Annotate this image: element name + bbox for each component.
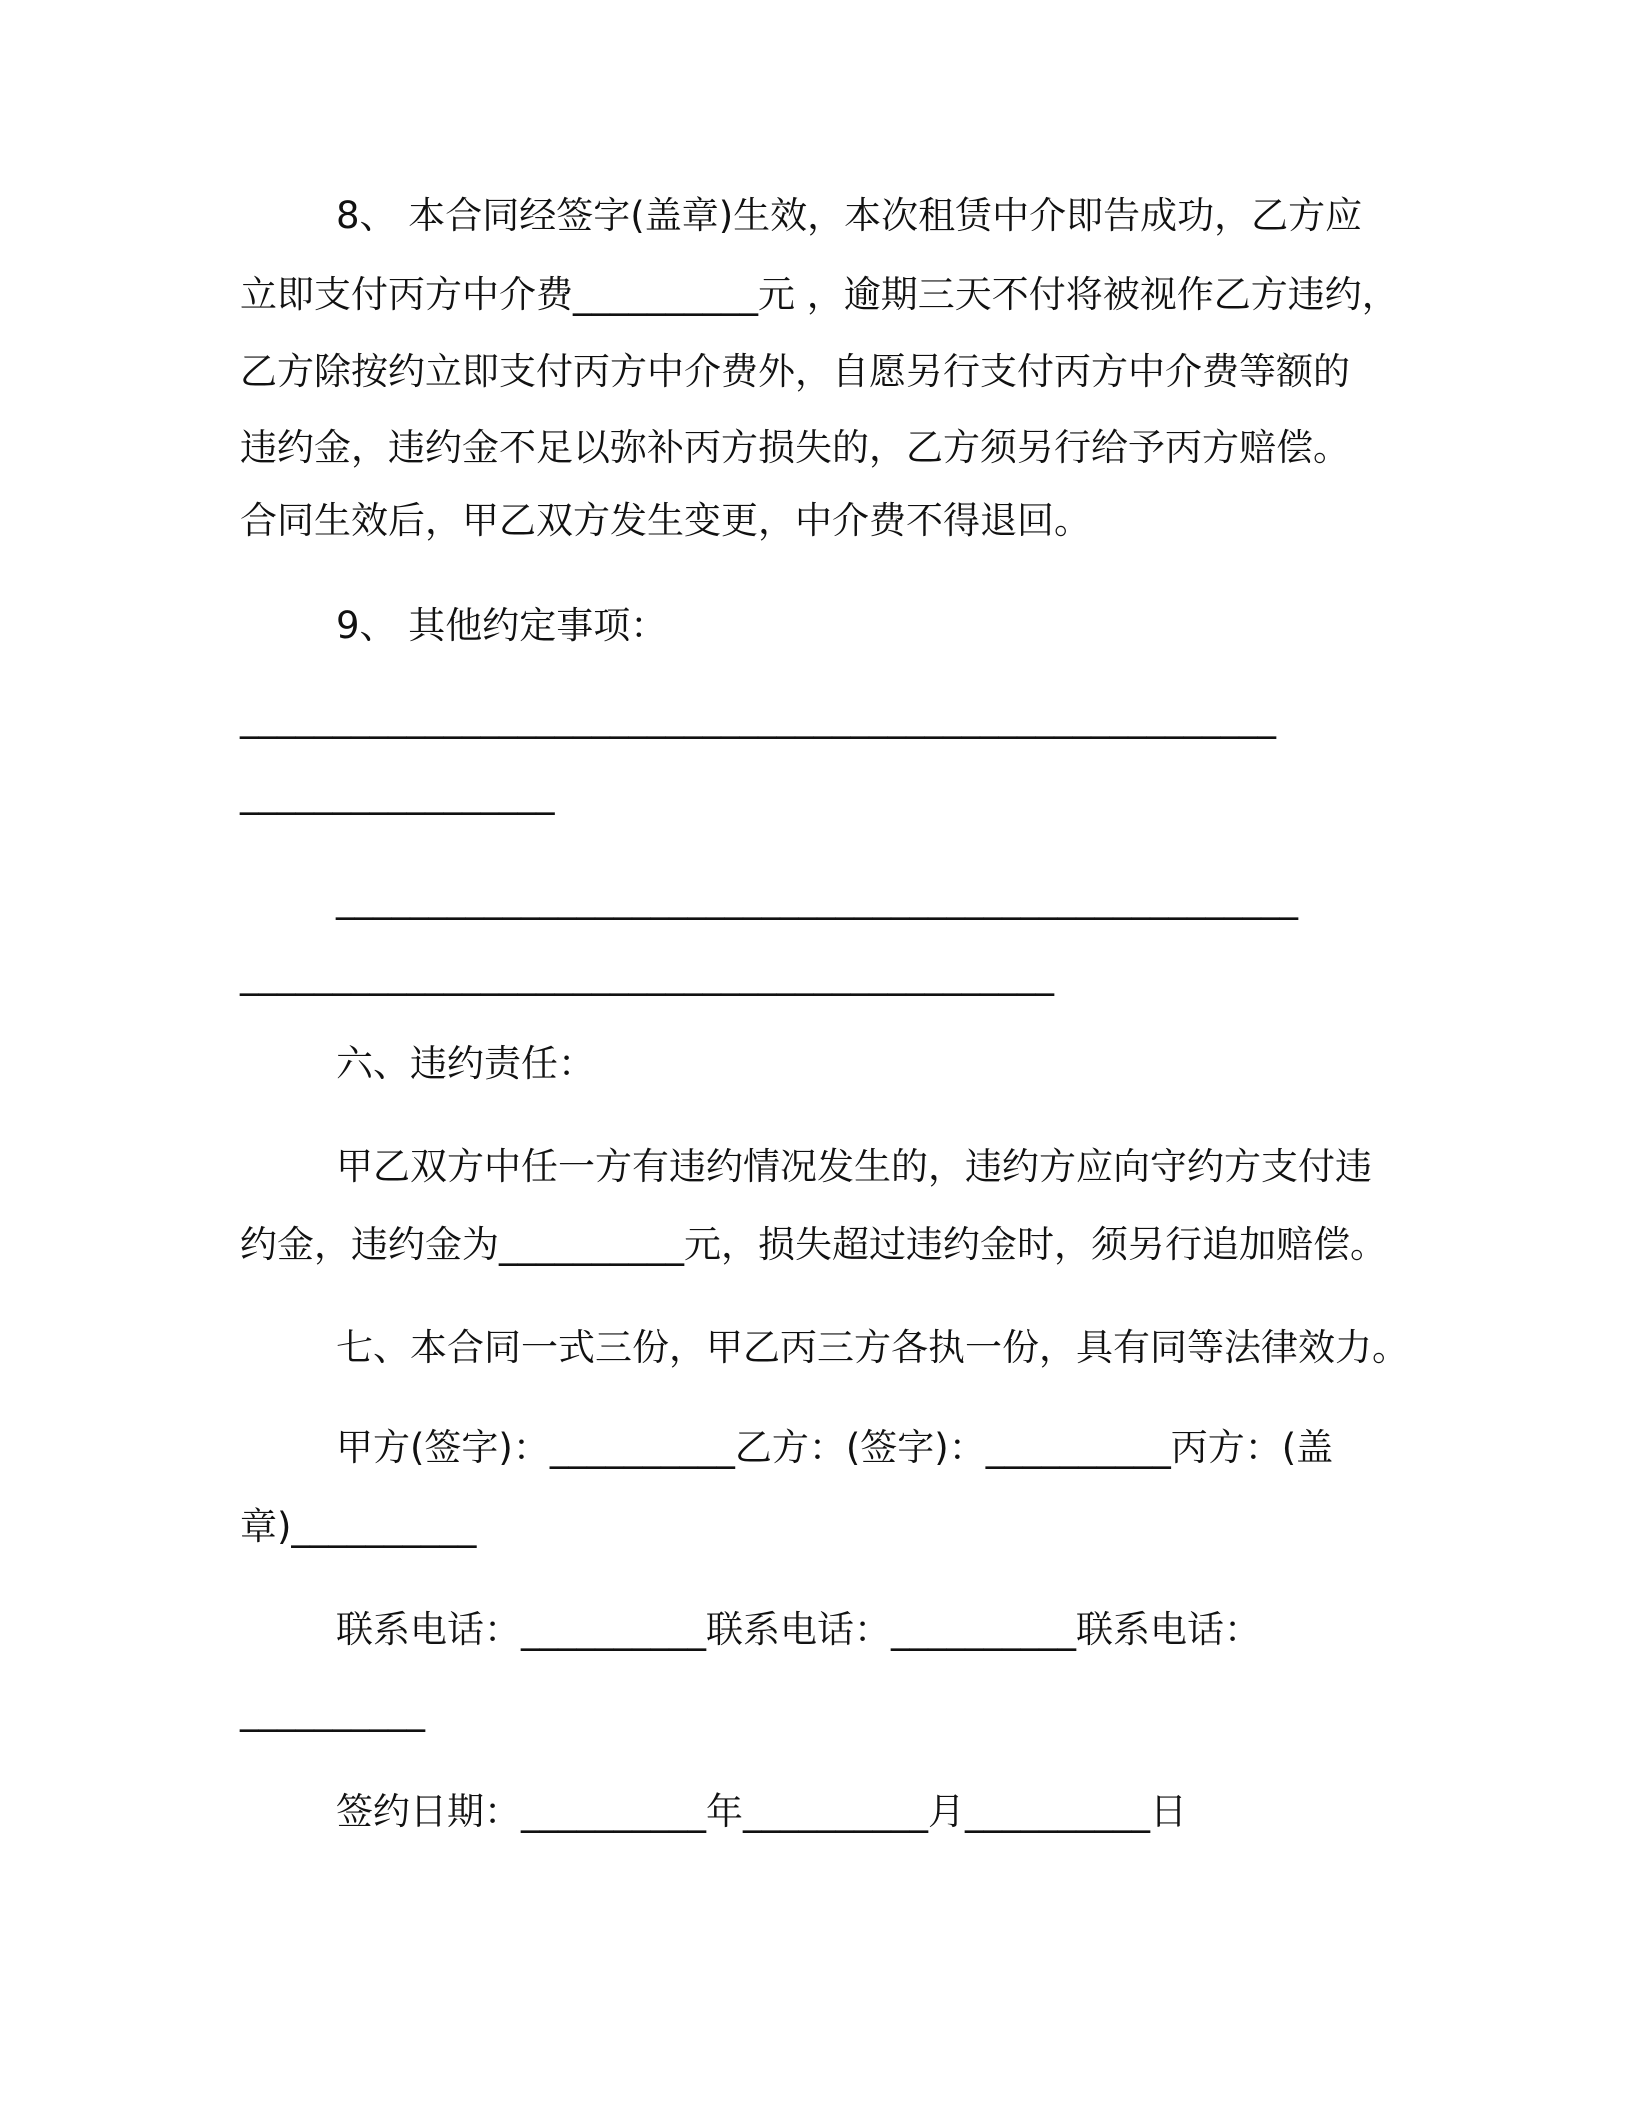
clause9-blank-line2: _________________ <box>240 772 555 815</box>
clause8-line5: 合同生效后，甲乙双方发生变更，中介费不得退回。 <box>240 499 1091 542</box>
phones-line2: __________ <box>240 1689 425 1732</box>
section6-line1: 甲乙双方中任一方有违约情况发生的，违约方应向守约方支付违 <box>336 1145 1372 1188</box>
phones-line1: 联系电话：__________联系电话：__________联系电话： <box>336 1608 1261 1651</box>
clause8-line1: 8、 本合同经签字(盖章)生效，本次租赁中介即告成功，乙方应 <box>336 194 1363 237</box>
section6-line2: 约金，违约金为__________元，损失超过违约金时，须另行追加赔偿。 <box>240 1223 1387 1266</box>
signatures-line2: 章)__________ <box>240 1505 477 1548</box>
section6-heading: 六、违约责任： <box>336 1042 595 1085</box>
section7-line1: 七、本合同一式三份，甲乙丙三方各执一份，具有同等法律效力。 <box>336 1326 1409 1369</box>
clause9-blank-line4: ____________________________________________ <box>240 953 1054 996</box>
clause9-blank-line3: ____________________________________________________ <box>336 877 1298 920</box>
clause8-line3: 乙方除按约立即支付丙方中介费外，自愿另行支付丙方中介费等额的 <box>240 350 1350 393</box>
clause9-heading: 9、 其他约定事项： <box>336 604 668 647</box>
clause9-blank-line1: ________________________________________________________ <box>240 696 1276 739</box>
clause8-line4: 违约金，违约金不足以弥补丙方损失的，乙方须另行给予丙方赔偿。 <box>240 426 1350 469</box>
signing-date-line: 签约日期：__________年__________月__________日 <box>336 1790 1187 1833</box>
signatures-line1: 甲方(签字)：__________乙方：(签字)：__________丙方：(盖 <box>336 1426 1334 1469</box>
clause8-line2: 立即支付丙方中介费__________元 ，逾期三天不付将被视作乙方违约， <box>240 273 1399 316</box>
